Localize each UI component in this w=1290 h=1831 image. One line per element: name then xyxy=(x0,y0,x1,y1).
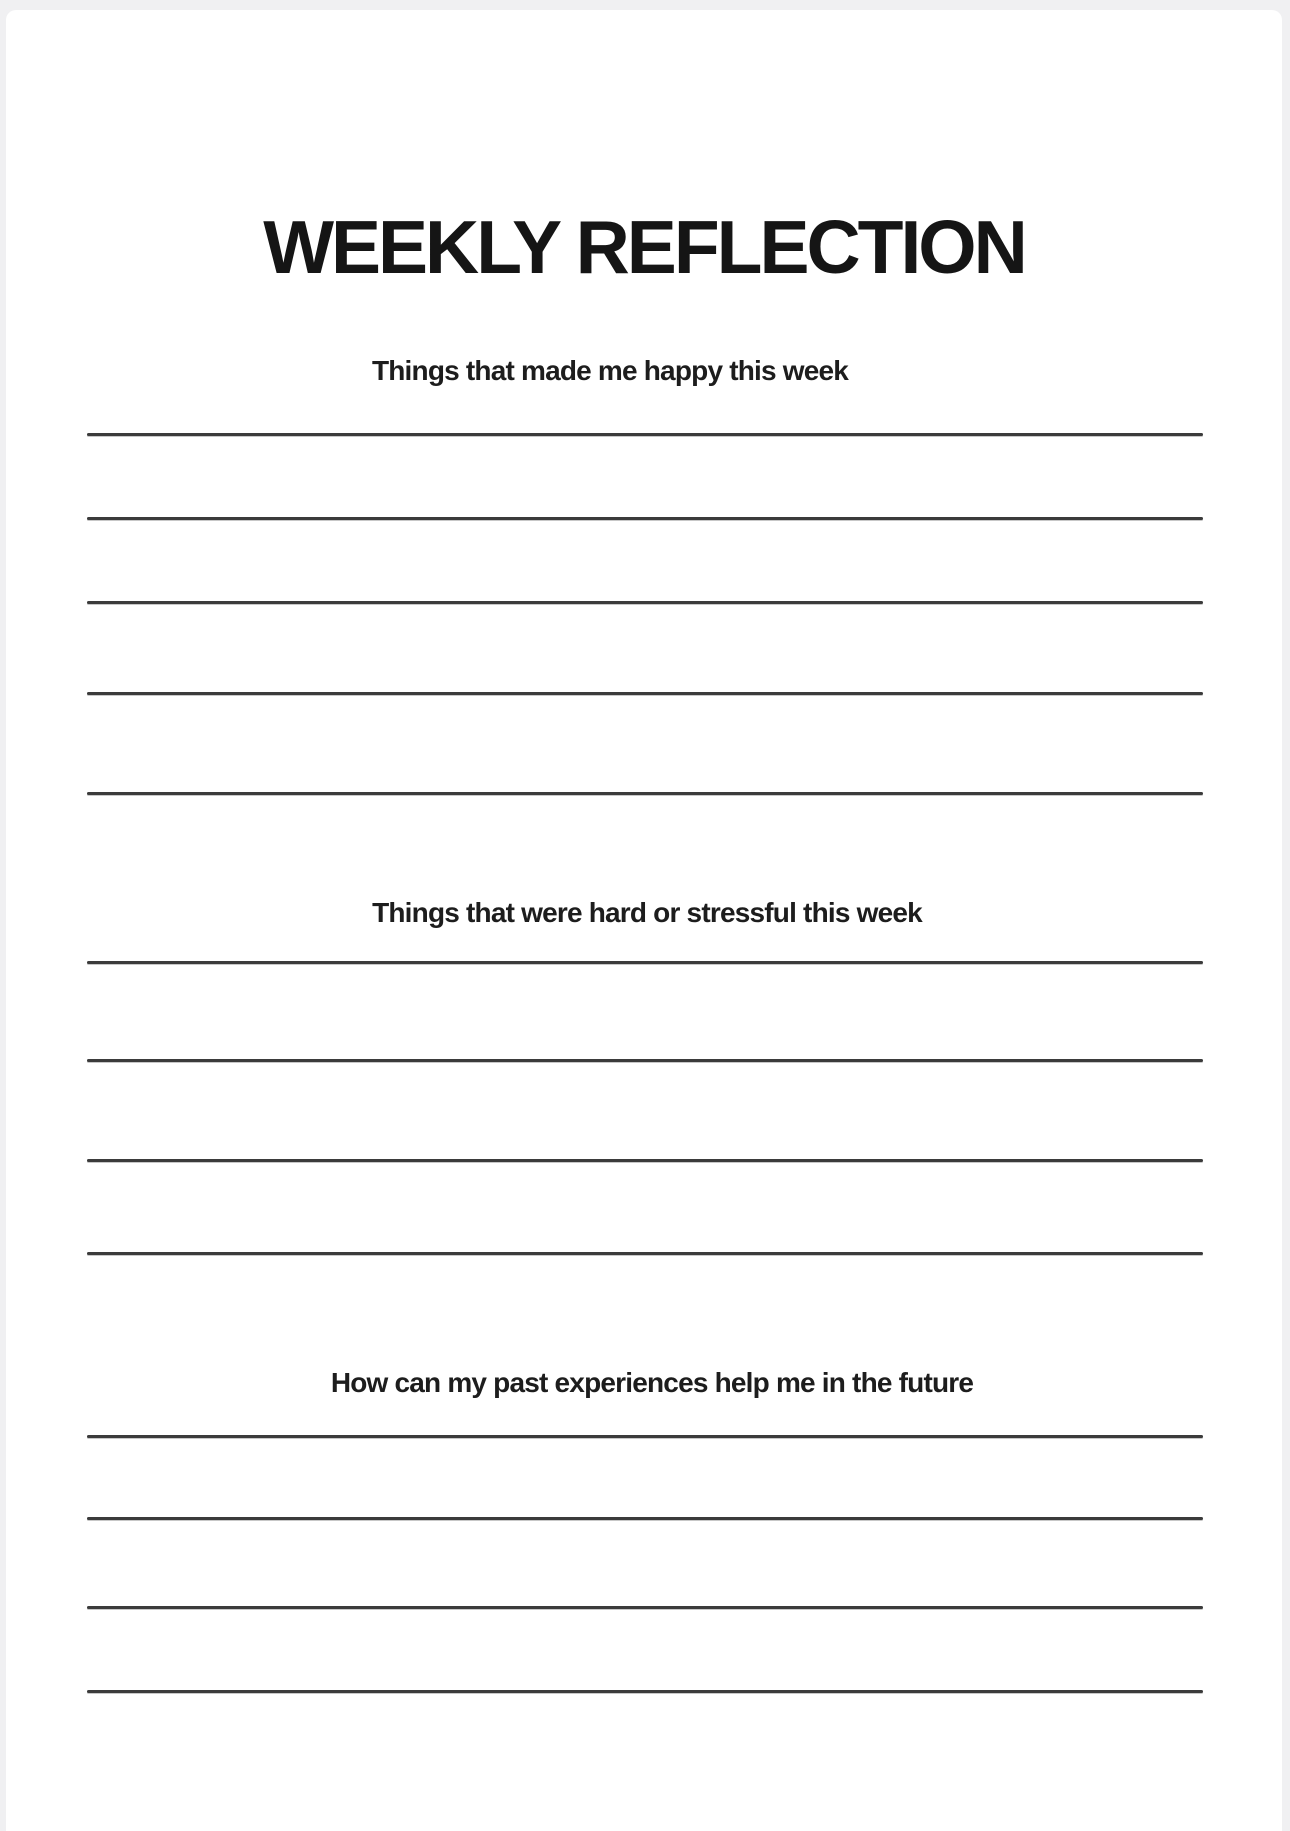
answer-line xyxy=(87,1252,1203,1255)
answer-line xyxy=(87,433,1203,436)
answer-line xyxy=(87,692,1203,695)
answer-line xyxy=(87,1690,1203,1693)
answer-line xyxy=(87,1606,1203,1609)
answer-line xyxy=(87,1435,1203,1438)
answer-line xyxy=(87,792,1203,795)
answer-line xyxy=(87,961,1203,964)
answer-line xyxy=(87,601,1203,604)
page-title: WEEKLY REFLECTION xyxy=(263,205,1025,290)
answer-line xyxy=(87,517,1203,520)
answer-line xyxy=(87,1159,1203,1162)
section-heading-stressful: Things that were hard or stressful this week xyxy=(372,897,922,928)
answer-line xyxy=(87,1059,1203,1062)
answer-line xyxy=(87,1517,1203,1520)
worksheet-page xyxy=(6,10,1282,1831)
section-heading-happy: Things that made me happy this week xyxy=(371,355,849,386)
section-heading-future: How can my past experiences help me in the future xyxy=(330,1367,974,1398)
